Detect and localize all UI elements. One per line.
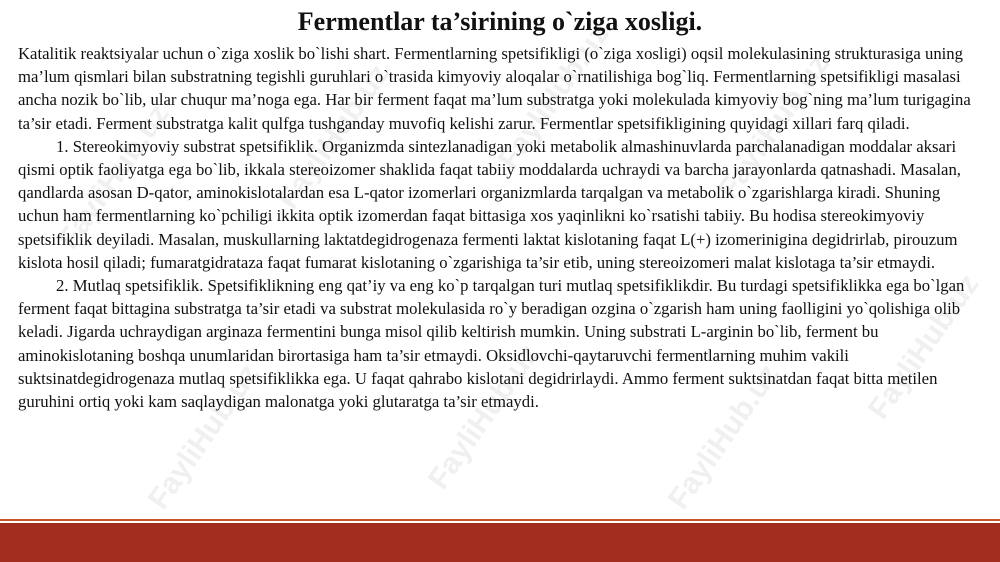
item-1-paragraph: 1. Stereokimyoviy substrat spetsifiklik. Organizmda sintezlanadigan yoki metabolik almashinuvlarda parchalanadigan moddalar aksari qismi optik faoliyatga ega bo`lib, ikkala stereoizomer shaklida faqat tabiiy moddalarda uchraydi va barcha jarayonlarda qatnashadi. Masalan, qandlarda asosan D-qator, aminokislotalardan esa L-qator izomerlari organizmlarda tarqalgan va metabolik o`zgarishlarga kiradi. Shuning uchun ham fermentlarning ko`pchiligi ikkita optik izomerdan faqat bittasiga xos yaqinlikni ko`rsatishi tabiiy. Bu hodisa stereokimyoviy spetsifiklik deyiladi. Masalan, muskullarning laktatdegidrogenaza fermenti laktat kislotaning faqat L(+) izomerinigina degidrirlab, pirouzum kislota hosil qiladi; fumaratgidrataza faqat fumarat kislotaning o`zgarishiga ta’sir etib, uning stereoizomeri malat kislotaga ta’sir etmaydi.: [18, 136, 961, 272]
footer-divider: [0, 519, 1000, 521]
watermark-text: FayliHub.uz: [421, 338, 546, 496]
watermark-text: FayliHub.uz: [271, 58, 396, 216]
watermark-text: FayliHub.uz: [491, 18, 616, 176]
slide-title: Fermentlar ta’sirining o`ziga xosligi.: [297, 7, 703, 36]
watermark-text: FayliHub.uz: [141, 358, 266, 516]
watermark-text: FayliHub.uz: [51, 98, 176, 256]
slide-body: [18, 42, 978, 413]
footer-bar: [0, 523, 1000, 562]
watermark-text: FayliHub.uz: [661, 358, 786, 516]
intro-paragraph: Katalitik reaktsiyalar uchun o`ziga xoslik bo`lishi shart. Fermentlarning spetsifikligi (o`ziga xosligi) oqsil molekulasining strukturasiga uning ma’lum qismlari bilan substratning tegishli guruhlari o`trasida kimyoviy aloqalar o`rnatilishiga bog`liq. Fermentlarning spetsifikligi masalasi ancha nozik bo`lib, ular chuqur ma’noga ega. Har bir ferment faqat ma’lum substratga yoki molekulada kimyoviy bog`ning ma’lum turigagina ta’sir etadi. Ferment substratga kalit qulfga tushganday muvofiq kelishi zarur. Fermentlar spetsifikligining quyidagi xillari farq qiladi.: [18, 44, 971, 133]
watermark-text: FayliHub.uz: [861, 268, 986, 426]
item-2-paragraph: 2. Mutlaq spetsifiklik. Spetsifiklikning eng qat’iy va eng ko`p tarqalgan turi mutlaq spetsifiklikdir. Bu turdagi spetsifiklikka ega bo`lgan ferment faqat bittagina substratga ta’sir etadi va substrat molekulasida ro`y beradigan ozgina o`zgarish ham uning faolligini yo`qolishiga olib keladi. Jigarda uchraydigan arginaza fermentini bunga misol qilib keltirish mumkin. Uning substrati L-arginin bo`lib, ferment bu aminokislotaning boshqa unumlaridan birortasiga ham ta’sir etmaydi. Oksidlovchi-qaytaruvchi fermentlarning muhim vakili suktsinatdegidrogenaza mutlaq spetsifiklikka ega. U faqat qahrabo kislotani degidrirlaydi. Ammo ferment suktsinatdan faqat bitta metilen guruhini ortiq yoki kam saqlaydigan malonatga yoki glutaratga ta’sir etmaydi.: [18, 276, 965, 412]
watermark-text: FayliHub.uz: [711, 48, 836, 206]
